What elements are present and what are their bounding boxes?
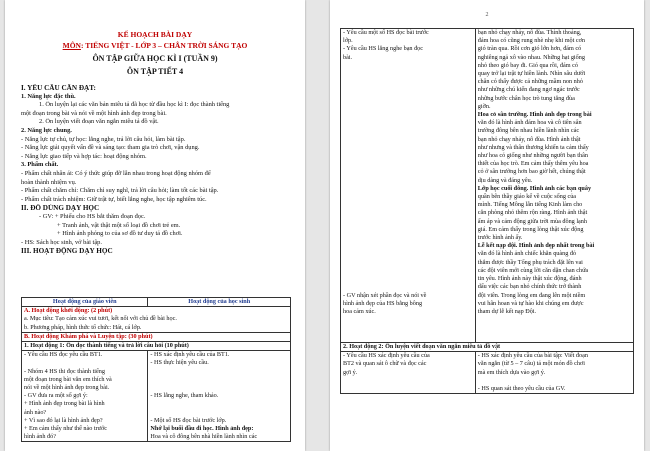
cell-line — [343, 377, 473, 385]
cell-line: văn đó là hình ảnh chiếc khăn quàng đỏ — [477, 250, 577, 258]
cell-line: như những chú kiến đang ngơ ngác trước — [477, 86, 580, 94]
cell-line: các đội viên mới cùng lời căn dặn chan chứa — [477, 266, 589, 274]
table-row — [341, 343, 634, 352]
subsection-heading: 1. Năng lực đặc thù. — [21, 92, 76, 100]
cell-line: mình. Tiếng Mông lẫn tiếng Kinh làm cho — [477, 201, 583, 209]
cell-line: dấu việc các bạn nhỏ chính thức trở thành — [477, 283, 582, 291]
cell-line: + Em cảm thấy như thế nào trước — [24, 425, 108, 433]
teacher-cell — [341, 29, 476, 343]
table-row — [22, 307, 291, 333]
table-row — [22, 332, 291, 341]
cell-line — [150, 409, 288, 417]
table-header-row — [22, 298, 291, 307]
body-line: - Năng lực giải quyết vấn đề và sáng tạo: tham gia trò chơi, vận dụng. — [21, 144, 200, 152]
cell-line: bài. — [343, 53, 353, 61]
body-line: hoàn thành nhiệm vụ. — [21, 178, 77, 186]
cell-line: những bước chân học trò tung tăng đùa — [477, 94, 575, 102]
doc-title: KẾ HOẠCH BÀI DẠY — [117, 30, 193, 39]
cell-line: đám hoa có cũng rung nhè nhẹ khi một cơn — [477, 37, 585, 45]
section-b-heading: B. Hoạt động Khám phá và Luyện tập: (30 phút) — [22, 332, 291, 341]
cell-line: nói về một hình ảnh đẹp trong bài. — [24, 384, 110, 392]
section-heading: I. YÊU CẦU CẦN ĐẠT: — [21, 84, 96, 92]
document-page-1 — [5, 0, 305, 451]
body-line: a. Mục tiêu: Tạo cảm xúc vui tươi, kết nối với chủ đề bài học. — [24, 315, 177, 323]
cell-line: Nhớ lại buổi đầu đi học. Hình ảnh đẹp: — [150, 425, 254, 433]
cell-line: căn phòng nhỏ thêm rộn ràng. Hình ảnh thật — [477, 209, 588, 217]
cell-line: lớp. — [343, 37, 353, 45]
cell-line: tin yêu. Hình ảnh này thật xúc động, đánh — [477, 275, 582, 283]
cell-line: quần bên thầy giáo kể về cuộc sống của — [477, 193, 577, 201]
cell-line: tham dự lễ kết nạp Đội. — [477, 307, 537, 315]
cell-line: - Yêu cầu HS đọc yêu cầu BT1. — [24, 351, 103, 359]
student-cell — [475, 29, 633, 343]
body-line: - GV: + Phiếu cho HS bắt thăm đoạn đọc. — [39, 212, 146, 220]
activity-2-heading: 2. Hoạt động 2: Ôn luyện viết đoạn văn ngắn miêu tả đồ vật — [341, 343, 634, 352]
lesson-subtitle: ÔN TẬP TIẾT 4 — [126, 67, 184, 76]
col-header-student: Hoạt động của học sinh — [148, 298, 291, 307]
cell-line: - Yêu cầu HS lắng nghe bạn đọc — [343, 45, 424, 53]
activity-1-heading: 1. Hoạt động 1: Ôn đọc thành tiếng và trả lời câu hỏi (10 phút) — [22, 342, 291, 351]
cell-line: - Yêu cầu HS xác định yêu cầu của — [343, 352, 430, 360]
table-row — [341, 352, 634, 394]
lesson-body — [21, 84, 291, 256]
student-cell — [148, 351, 291, 442]
cell-line — [478, 377, 631, 385]
body-line: - Phẩm chất nhân ái: Có ý thức giúp đỡ lẫn nhau trong hoạt động nhóm để — [21, 169, 211, 177]
cell-line: nhỏ theo gió bay đi. Gió qua rồi, đám có — [477, 61, 578, 69]
body-line: + Hình ảnh phóng to của sơ đồ tư duy tả đồ chơi. — [57, 230, 183, 238]
body-line: 1. Ôn luyện lại các văn bản miêu tả đã học từ đầu học kì I: đọc thành tiếng — [39, 101, 230, 109]
student-cell — [475, 352, 633, 394]
cell-line: hoa cảm xúc. — [343, 308, 376, 316]
subject-label: MÔN — [62, 41, 81, 50]
teacher-cell — [341, 352, 476, 394]
cell-line — [24, 359, 145, 367]
cell-line: - GV đưa ra một số gợi ý: — [24, 392, 88, 400]
cell-line: Hoa cỏ sân trường. Hình ảnh đẹp trong bài — [477, 111, 592, 119]
section-heading: II. ĐỒ DÙNG DẠY HỌC — [21, 204, 100, 213]
body-line: + Tranh ảnh, vật thật một số loại đồ chơi trẻ em. — [57, 221, 181, 229]
document-page-2 — [330, 0, 644, 451]
cell-line: bạn nhỏ chạy nhảy, nô đùa. Hình ảnh thật — [477, 135, 581, 143]
section-a-heading: A. Hoạt động khởi động: (2 phút) — [24, 307, 113, 315]
cell-line: - HS lắng nghe, tham khảo. — [150, 392, 219, 400]
cell-line: ấm áp và cảm động giữa trời mùa đông lạnh — [477, 217, 587, 225]
section-heading: III. HOẠT ĐỘNG DẠY HỌC — [21, 247, 113, 256]
cell-line: + Hình ảnh đẹp trong bài là hình — [24, 400, 105, 408]
cell-line: - HS thực hiện yêu cầu. — [150, 359, 209, 367]
cell-line: Lễ kết nạp đội. Hình ảnh đẹp nhất trong bài — [477, 242, 595, 250]
cell-line: gió tràn qua. Rồi cơn gió lớn hơn, đám có — [477, 45, 582, 53]
cell-line: - Một số HS đọc bài trước lớp. — [150, 416, 227, 424]
cell-line: - HS xác định yêu cầu của bài tập: Viết đoạn — [477, 352, 588, 360]
body-line: - Năng lực tự chủ, tự học: lắng nghe, trả lời câu hỏi, làm bài tập. — [21, 135, 186, 143]
cell-line: giá. Em cảm thấy trong lòng thật xúc động — [477, 225, 584, 233]
cell-line: dịu dàng và đáng yêu. — [477, 176, 533, 184]
cell-line: chân có thấy được cả những mầm non nhỏ — [477, 78, 583, 86]
cell-line: hình ảnh đẹp của HS bằng bông — [343, 300, 423, 308]
body-line: - Phẩm chất trách nhiệm: Giữ trật tự, biết lắng nghe, học tập nghiêm túc. — [21, 195, 207, 203]
cell-line: cỏ ở sân trường hơn bao giờ hết, chúng thật — [477, 168, 586, 176]
body-line: 2. Ôn luyện viết đoạn văn ngắn miêu tả đồ vật. — [39, 118, 159, 126]
cell-line: vui hân hoan và tự hào khi chúng em được — [477, 299, 584, 307]
body-line: b. Phương pháp, hình thức tổ chức: Hát, cá lớp. — [24, 323, 142, 331]
cell-line: - HS quan sát theo yêu cầu của GV. — [477, 385, 566, 393]
cell-line: như hoa cỏ giống như những người bạn thân — [477, 152, 588, 160]
subsection-heading: 3. Phẩm chất. — [21, 161, 59, 169]
activity-table-continued — [340, 28, 634, 394]
teacher-feedback — [343, 292, 426, 317]
subject-rest: : TIẾNG VIỆT - LỚP 3 – CHÂN TRỜI SÁNG TẠO — [80, 41, 248, 50]
body-line: một đoạn trong bài và nói về một hình ảnh đẹp trong bài. — [21, 109, 167, 117]
cell-line: - Yêu cầu một số HS đọc bài trước — [343, 29, 429, 36]
cell-line: đội viên. Trong lòng em đang lên một niềm — [477, 291, 586, 299]
cell-line: gợi ý. — [343, 368, 358, 376]
cell-line: + Vì sao đó lại là hình ảnh đẹp? — [24, 416, 103, 424]
body-line: - Năng lực giao tiếp và hợp tác: hoạt động nhóm. — [21, 152, 147, 160]
cell-line — [343, 385, 473, 393]
activity-table — [21, 297, 291, 442]
col-header-teacher: Hoạt động của giáo viên — [22, 298, 148, 307]
body-line: - Phẩm chất chăm chỉ: Chăm chỉ suy nghĩ, trả lời câu hỏi; làm tốt các bài tập. — [21, 187, 219, 195]
teacher-cell — [22, 351, 148, 442]
cell-line: một đoạn trong bài văn em thích và — [24, 375, 112, 383]
cell-line: - GV nhận xét phần đọc và nói về — [343, 292, 427, 299]
table-row — [22, 351, 291, 442]
table-row — [22, 342, 291, 351]
cell-line: trước hình ảnh ấy. — [477, 234, 523, 242]
page-number: 2 — [485, 12, 489, 18]
cell-line: bạn nhỏ chạy nhảy, nô đùa. Thỉnh thoảng, — [477, 29, 582, 36]
cell-line: hình ảnh đó? — [24, 433, 56, 441]
cell-line: Lớp học cuối đông. Hình ảnh các bạn quây — [477, 184, 592, 192]
cell-line — [150, 376, 288, 384]
cell-line — [150, 384, 288, 392]
cell-line: quay trở lại trật tự hiền lành. Nhìn sâu dưới — [477, 70, 586, 78]
subsection-heading: 2. Năng lực chung. — [21, 126, 72, 134]
cell-line: văn ngắn (từ 5 – 7 câu) tả một món đồ chơi — [477, 360, 585, 368]
cell-line: ảnh nào? — [24, 408, 47, 416]
cell-line: Hoa và cô đông bên nhà hiền lành nhìn các — [150, 433, 258, 441]
cell-line: - Nhóm 4 HS thi đọc thành tiếng — [24, 367, 105, 375]
cell-line: BT2 và quan sát ô chữ và đọc các — [343, 360, 427, 368]
cell-line: mà em thích dựa vào gợi ý. — [477, 368, 546, 376]
cell-line: văn đó là hình ảnh đám hoa và cô tiên sân — [477, 119, 582, 127]
lesson-title: ÔN TẬP GIỮA HỌC KÌ I (TUẦN 9) — [92, 54, 218, 63]
cell-line: thiết của học trò. Em cảm thấy thêm yêu hoa — [477, 160, 589, 168]
cell-line: trường đông bên nhau hiền lành nhìn các — [477, 127, 580, 135]
body-line: - HS: Sách học sinh, vở bài tập. — [21, 238, 102, 246]
cell-line: - HS xác định yêu cầu của BT1. — [150, 351, 230, 359]
cell-line: giỡn. — [477, 102, 491, 110]
cell-line: thắm được thầy Tổng phụ trách đặt lên vai — [477, 258, 583, 266]
cell-line: nghiêng ngả xô vào nhau. Những hạt giống — [477, 53, 585, 61]
cell-line: như nhưng và thân thương khiến ta cảm thấy — [477, 143, 589, 151]
table-row — [341, 29, 634, 343]
subject-line — [5, 41, 305, 50]
cell-line — [150, 368, 288, 376]
cell-line — [150, 400, 288, 408]
